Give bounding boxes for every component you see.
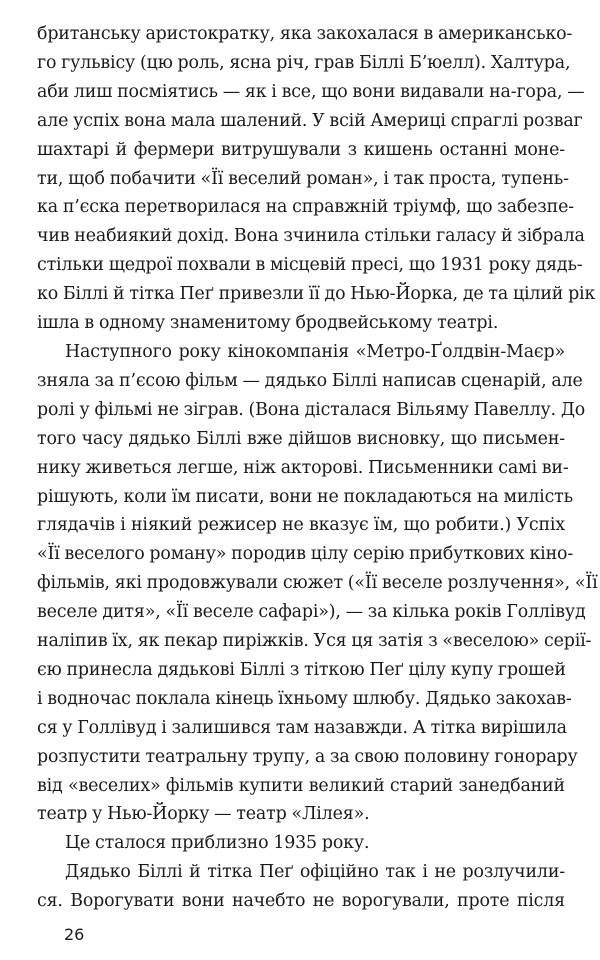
book-page-text xyxy=(37,20,598,916)
text-line: ко Біллі й тітка Пеґ привезли її до Нью-Йорка, де та цілий рік xyxy=(37,284,596,305)
text-line: єю принесла дядькові Біллі з тіткою Пеґ цілу купу грошей xyxy=(37,659,566,680)
text-line: аби лиш посміятись — як і все, що вони видавали на-гора, — xyxy=(37,81,585,102)
text-line: глядачів і ніякий режисер не вказує їм, що робити.) Успіх xyxy=(37,515,565,536)
text-line: ка п’єска перетворилася на справжній тріумф, що забезпе- xyxy=(37,197,574,218)
text-line: зняла за п’єсою фільм — дядько Біллі написав сценарій, але xyxy=(37,370,583,391)
text-line: ішла в одному знаменитому бродвейському театрі. xyxy=(37,313,499,334)
paragraph-3 xyxy=(37,829,565,858)
text-line: ролі у фільмі не зіграв. (Вона дісталася Вільяму Павеллу. До xyxy=(37,399,586,420)
text-line: рішують, коли їм писати, вони не покладаються на милість xyxy=(37,486,573,507)
paragraph-1 xyxy=(37,20,596,338)
text-line: ся у Голлівуд і залишився там назавжди. А тітка вирішила xyxy=(37,717,567,738)
text-line: наліпив їх, як пекар пиріжків. Уся ця затія з «веселою» серії- xyxy=(37,631,592,652)
text-line: фільмів, які продовжували сюжет («Її веселе розлучення», «Її xyxy=(37,573,598,594)
text-line: розпустити театральну трупу, а за свою половину гонорару xyxy=(37,746,578,767)
text-line: Наступного року кінокомпанія «Метро-Ґолдвін-Маєр» xyxy=(65,341,565,362)
text-line: але успіх вона мала шалений. У всій Америці спраглі розваг xyxy=(37,110,583,131)
text-line: ти, щоб побачити «Її веселий роман», і так проста, тупень- xyxy=(37,168,569,189)
text-line: ся. Ворогувати вони начебто не ворогували, проте після xyxy=(37,891,565,912)
text-line: «Її веселого роману» породив цілу серію прибуткових кіно- xyxy=(37,544,574,565)
text-line: го гульвісу (цю роль, ясна річ, грав Біллі Б’юелл). Халтура, xyxy=(37,52,571,73)
text-line: Дядько Біллі й тітка Пеґ офіційно так і не розлучили- xyxy=(65,862,565,883)
text-line: веселе дитя», «Її веселе сафарі»), — за кілька років Голлівуд xyxy=(37,602,586,623)
text-line: чив неабиякий дохід. Вона зчинила стільки галасу й зібрала xyxy=(37,226,585,247)
text-line: від «веселих» фільмів купити великий старий занедбаний xyxy=(37,775,565,796)
text-line: британську аристократку, яка закохалася в американсько- xyxy=(37,24,573,44)
text-line: нику живеться легше, ніж акторові. Письменники самі ви- xyxy=(37,457,569,478)
text-line: театр у Нью-Йорку — театр «Лілея». xyxy=(37,804,370,825)
text-line: того часу дядько Біллі вже дійшов висновку, що письмен- xyxy=(37,428,565,449)
paragraph-2 xyxy=(37,338,598,829)
text-line: шахтарі й фермери витрушували з кишень останні моне- xyxy=(37,139,565,160)
text-line: Це сталося приблизно 1935 року. xyxy=(65,833,370,854)
text-line: стільки щедрої похвали в місцевій пресі, що 1931 року дядь- xyxy=(37,255,583,276)
paragraph-4 xyxy=(37,858,565,916)
page-number: 26 xyxy=(64,925,85,944)
text-line: і водночас поклала кінець їхньому шлюбу. Дядько закохав- xyxy=(37,688,572,709)
